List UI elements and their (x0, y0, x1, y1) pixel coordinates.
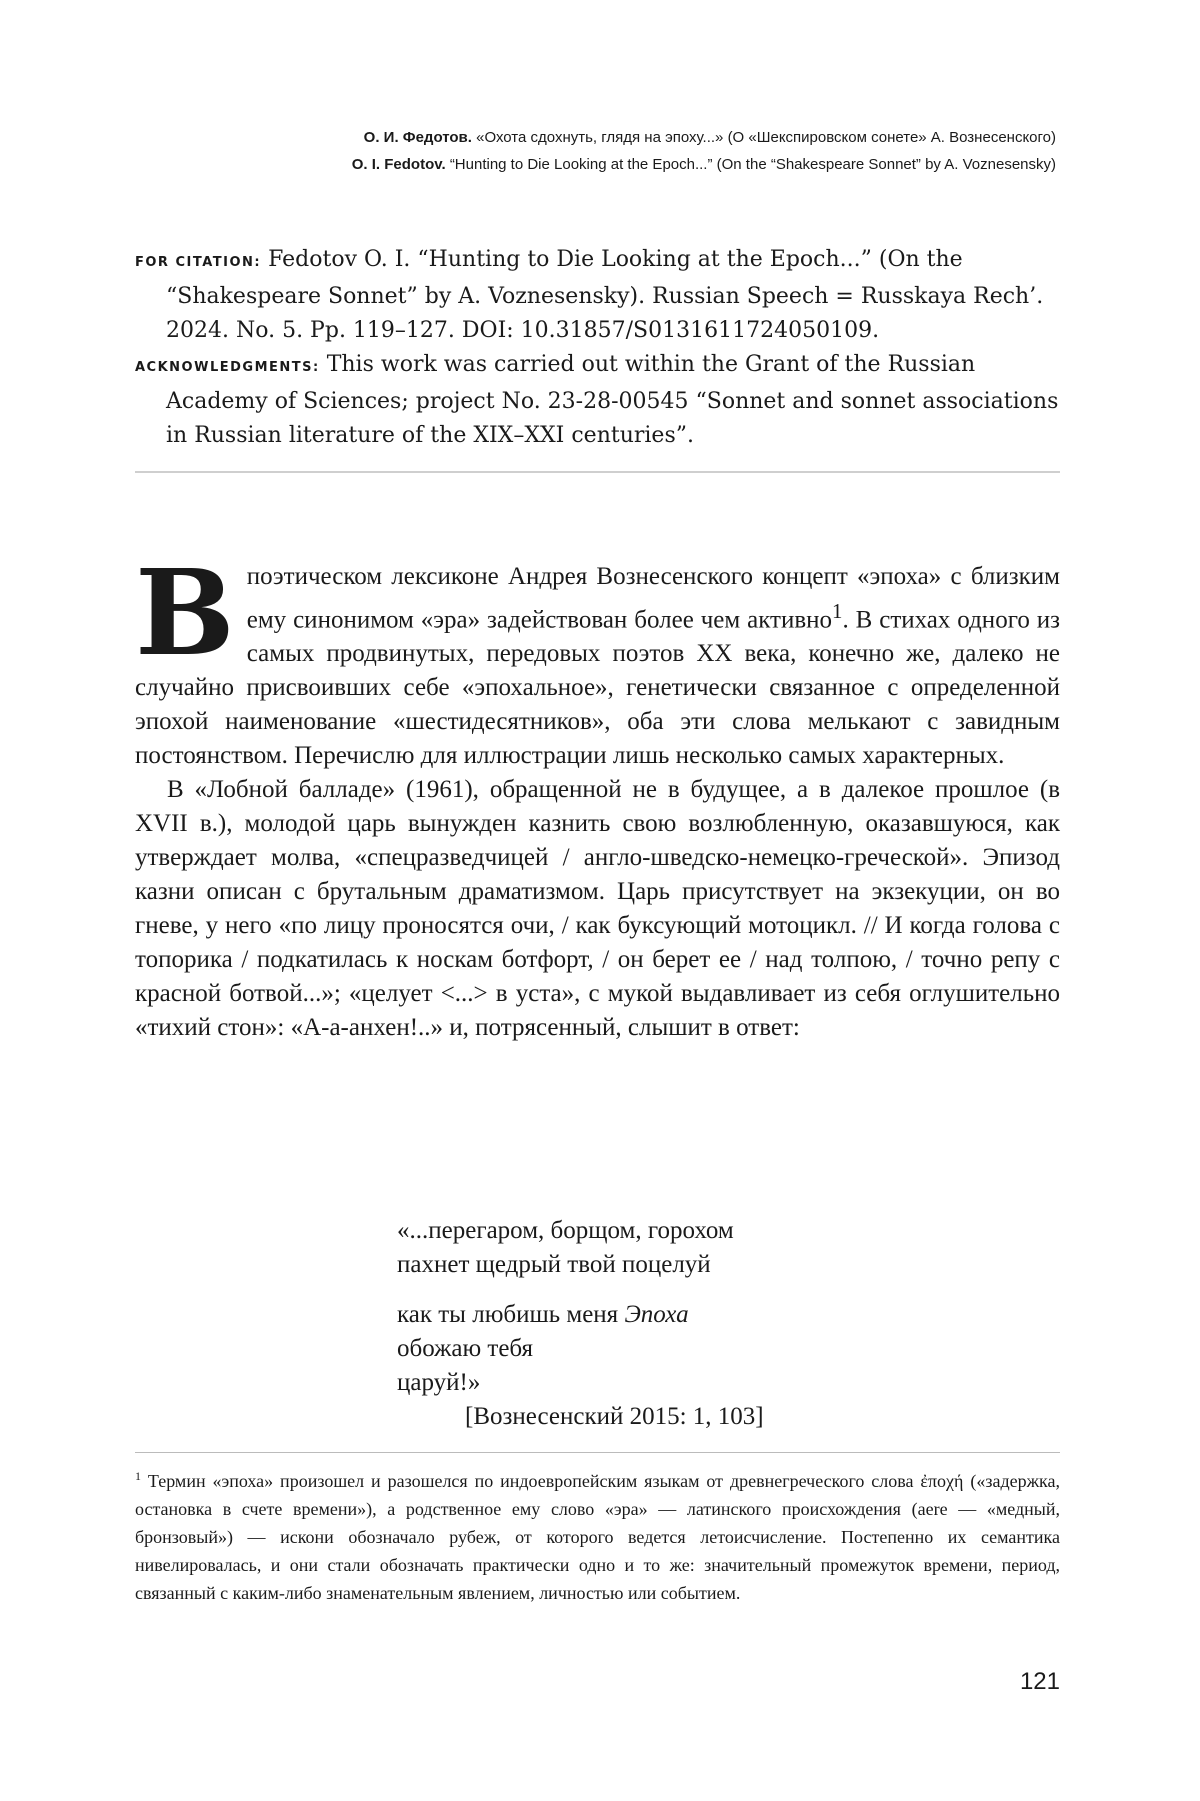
header-en-author: O. I. Fedotov. (351, 156, 446, 173)
poem-line: «...перегаром, борщом, горохом (397, 1217, 734, 1244)
footnote-ref[interactable]: 1 (832, 599, 843, 623)
footnote-mark: 1 (135, 1469, 141, 1483)
poem-line: пахнет щедрый твой поцелуй (397, 1251, 711, 1278)
drop-cap: В (135, 543, 235, 682)
acknowledgments-text: This work was carried out within the Grant of the Russian Academy of Sciences; project No. 23-28-00545 “Sonnet and sonnet associations in Russian literature of the XIX–XXI centuries”. (166, 352, 1059, 448)
paragraph-1 (135, 543, 1060, 773)
poem-citation: [Вознесенский 2015: 1, 103] (465, 1403, 764, 1430)
citation-text: Fedotov O. I. “Hunting to Die Looking at the Epoch...” (On the “Shakespeare Sonnet” by A. Voznesensky). Russian Speech = Russkaya Rech’. 2024. No. 5. Pp. 119–127. DOI: 10.31857/S0131611724050109. (166, 247, 1044, 343)
poem-stanza-1 (397, 1214, 764, 1282)
running-header-ru (352, 124, 1056, 151)
footnote-text: Термин «эпоха» произошел и разошелся по индоевропейским языкам от древнегреческого слова ἐποχή («задержка, остановка в счете времени»), а родственное ему слово «эра» — латинского происхождения (aere — «медный, бронзовый») — искони обозначало рубеж, от которого ведется летоисчисление. Постепенно их семантика нивелировалась, и они стали обозначать практически одно и то же: значительный промежуток времени, период, связанный с каким-либо знаменательным явлением, личностью или событием. (135, 1471, 1061, 1603)
article-body (135, 543, 1060, 1045)
header-ru-title: «Охота сдохнуть, глядя на эпоху...» (О «Шекспировском сонете» А. Вознесенского) (476, 129, 1056, 146)
poem-line: царуй!» (397, 1369, 481, 1396)
poem-line-text: как ты любишь меня (397, 1301, 625, 1328)
poem-line: обожаю тебя (397, 1335, 534, 1362)
running-header-en (352, 151, 1056, 178)
citation-block (135, 243, 1060, 348)
header-ru-author: О. И. Федотов. (363, 129, 472, 146)
paragraph-1-end: . В стихах одного из самых продвинутых, передовых поэтов XX века, конечно же, далеко не случайно присвоивших себе «эпохальное», генетически связанное с определенной эпохой наименование «шестидесятников», оба эти слова мелькают с завидным постоянством. Перечислю для иллюстрации лишь несколько самых характерных. (135, 606, 1060, 770)
header-en-title: “Hunting to Die Looking at the Epoch...” (On the “Shakespeare Sonnet” by A. Voznesensky) (449, 156, 1056, 173)
paragraph-1-text: поэтическом лексиконе Андрея Вознесенского концепт «эпоха» с близким ему синонимом «эра» задействован более чем активно (246, 563, 1060, 634)
citation-label: FOR CITATION: (135, 255, 262, 270)
page-number: 121 (1019, 1668, 1060, 1695)
footnote (135, 1462, 1060, 1607)
article-meta (135, 243, 1060, 453)
poem-stanza-2 (397, 1298, 764, 1434)
section-divider (135, 471, 1060, 473)
footnote-divider (135, 1452, 1060, 1453)
paragraph-2: В «Лобной балладе» (1961), обращенной не в будущее, а в далекое прошлое (в XVII в.), молодой царь вынужден казнить свою возлюбленную, оказавшуюся, как утверждает молва, «спецразведчицей / англо-шведско-немецко-греческой». Эпизод казни описан с брутальным драматизмом. Царь присутствует на экзекуции, он во гневе, у него «по лицу проносятся очи, / как буксующий мотоцикл. // И когда голова с топорика / подкатилась к носкам ботфорт, / он берет ее / над толпою, / точно репу с красной ботвой...»; «целует <...> в уста», с мукой выдавливает из себя оглушительно «тихий стон»: «А-а-анхен!..» и, потрясенный, слышит в ответ: (135, 776, 1060, 1042)
acknowledgments-block (135, 348, 1060, 453)
acknowledgments-label: ACKNOWLEDGMENTS: (135, 360, 320, 375)
running-header (352, 124, 1056, 178)
poem-italic-word: Эпоха (624, 1301, 689, 1328)
poem-quote (397, 1214, 764, 1434)
poem-line (397, 1298, 764, 1332)
